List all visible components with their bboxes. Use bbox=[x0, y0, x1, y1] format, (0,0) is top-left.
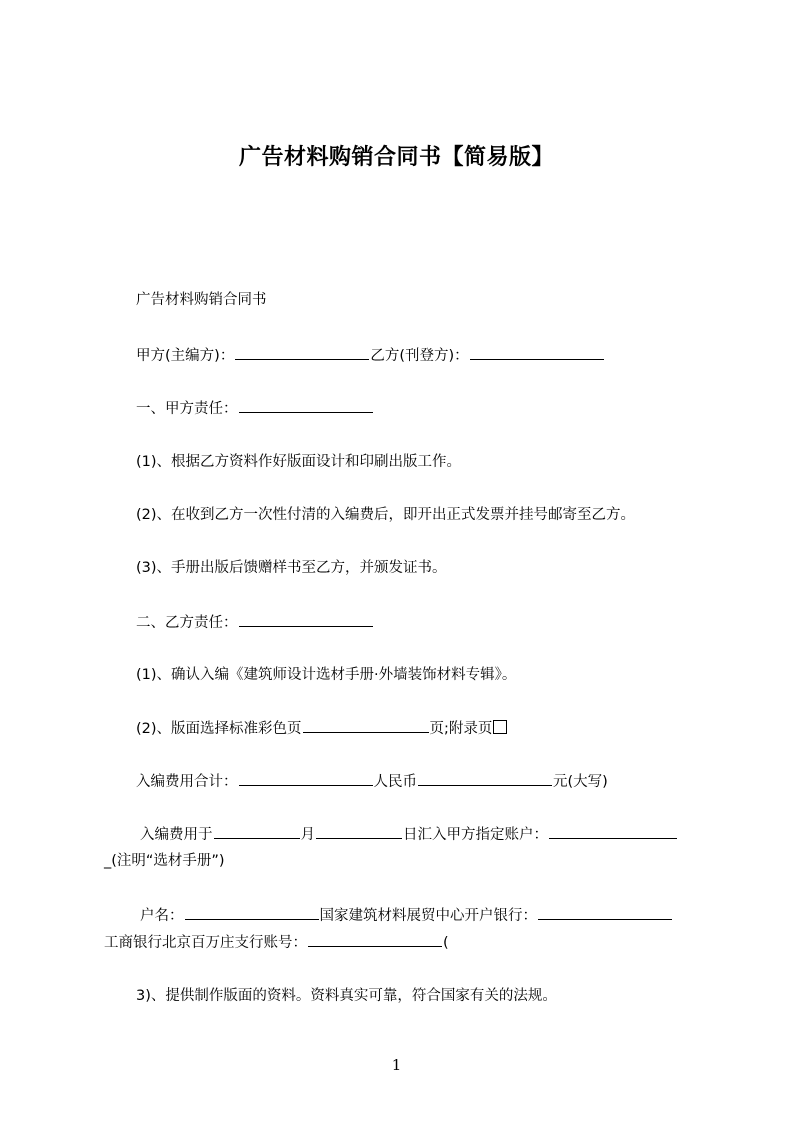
fee-rmb-blank bbox=[418, 771, 552, 786]
subtitle: 广告材料购销合同书 bbox=[136, 292, 267, 308]
account-paren: ( bbox=[443, 935, 449, 951]
clause-b3: 3)、提供制作版面的资料。资料真实可靠，符合国家有关的法规。 bbox=[136, 988, 557, 1004]
payment-line bbox=[140, 824, 678, 845]
fee-label: 入编费用合计： bbox=[136, 774, 238, 790]
clause-b2 bbox=[136, 718, 507, 739]
account-bank-blank bbox=[538, 905, 672, 920]
b2-suffix: 页;附录页 bbox=[429, 721, 493, 737]
fee-rmb: 人民币 bbox=[373, 774, 417, 790]
account-line2-label: 工商银行北京百万庄支行账号： bbox=[104, 935, 307, 951]
pay-day-blank bbox=[316, 824, 402, 839]
section1-heading bbox=[136, 398, 374, 419]
color-pages-blank bbox=[303, 718, 429, 733]
account-name-blank bbox=[185, 905, 319, 920]
clause-a1: (1)、根据乙方资料作好版面设计和印刷出版工作。 bbox=[136, 454, 462, 470]
pay-prefix: 入编费用于 bbox=[140, 827, 213, 843]
account-label: 户名： bbox=[140, 908, 184, 924]
account-bank: 国家建筑材料展贸中心开户银行： bbox=[319, 908, 537, 924]
b2-prefix: (2)、版面选择标准彩色页 bbox=[136, 721, 302, 737]
section2-label: 二、乙方责任： bbox=[136, 615, 238, 631]
account-number-blank bbox=[308, 932, 442, 947]
clause-b1: (1)、确认入编《建筑师设计选材手册·外墙装饰材料专辑》。 bbox=[136, 667, 517, 683]
section1-blank bbox=[239, 398, 373, 413]
party-a-label: 甲方(主编方)： bbox=[136, 348, 235, 364]
clause-a2: (2)、在收到乙方一次性付清的入编费后，即开出正式发票并挂号邮寄至乙方。 bbox=[136, 507, 636, 523]
section2-heading bbox=[136, 612, 374, 633]
parties-line bbox=[136, 345, 605, 366]
party-b-label: 乙方(刊登方)： bbox=[370, 348, 469, 364]
clause-a3: (3)、手册出版后馈赠样书至乙方，并颁发证书。 bbox=[136, 560, 447, 576]
page-number: 1 bbox=[391, 1056, 402, 1074]
fee-daxie: 元(大写) bbox=[553, 774, 608, 790]
section1-label: 一、甲方责任： bbox=[136, 401, 238, 417]
account-line bbox=[140, 905, 673, 926]
fee-total-blank bbox=[239, 771, 373, 786]
fee-line bbox=[136, 771, 608, 792]
pay-account-blank bbox=[549, 824, 677, 839]
account-line-2 bbox=[104, 932, 449, 953]
party-a-blank bbox=[235, 345, 369, 360]
pay-month: 月 bbox=[300, 827, 315, 843]
section2-blank bbox=[239, 612, 373, 627]
page-title: 广告材料购销合同书【简易版】 bbox=[238, 145, 554, 170]
party-b-blank bbox=[470, 345, 604, 360]
payment-note: _(注明“选材手册”) bbox=[104, 853, 225, 869]
appendix-checkbox bbox=[493, 720, 507, 734]
pay-day: 日汇入甲方指定账户： bbox=[403, 827, 548, 843]
pay-month-blank bbox=[214, 824, 300, 839]
